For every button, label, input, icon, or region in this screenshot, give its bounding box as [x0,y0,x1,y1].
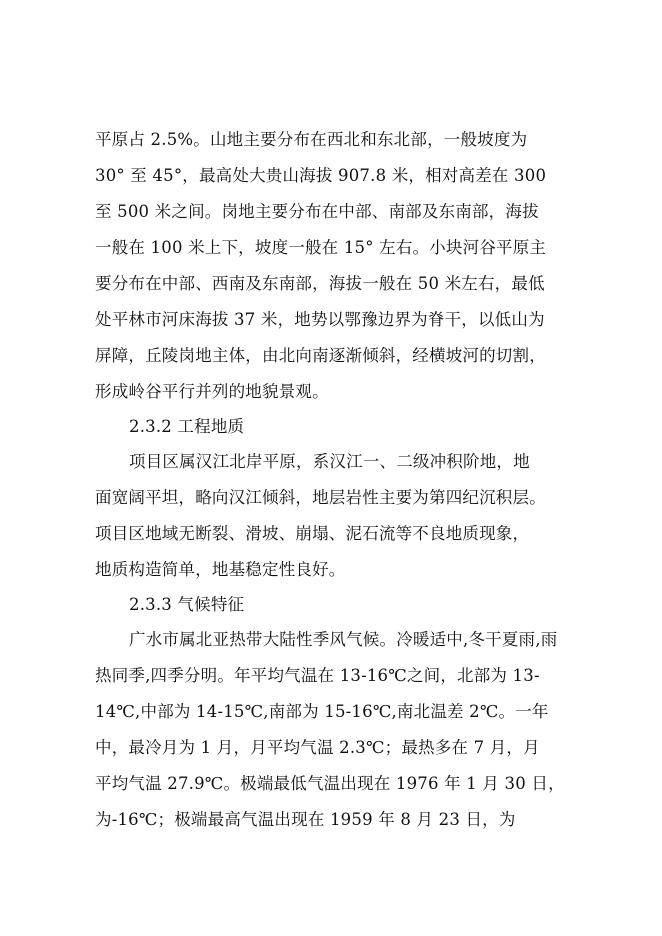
paragraph-line: 项目区属汉江北岸平原，系汉江一、二级冲积阶地，地 [129,452,530,471]
paragraph-line: 一般在 100 米上下，坡度一般在 15° 左右。小块河谷平原主 [95,238,547,257]
paragraph-line: 面宽阔平坦，略向汉江倾斜，地层岩性主要为第四纪沉积层。 [95,488,546,507]
paragraph-line: 要分布在中部、西南及东南部，海拔一般在 50 米左右，最低 [95,274,545,293]
paragraph-line: 30° 至 45°，最高处大贵山海拔 907.8 米，相对高差在 300 [95,166,547,185]
paragraph-line: 地质构造简单，地基稳定性良好。 [95,560,346,579]
paragraph-line: 项目区地域无断裂、滑坡、崩塌、泥石流等不良地质现象， [95,524,530,543]
paragraph-line: 平均气温 27.9℃。极端最低气温出现在 1976 年 1 月 30 日， [95,774,565,793]
paragraph-line: 处平林市河床海拔 37 米，地势以鄂豫边界为脊干，以低山为 [95,310,545,329]
paragraph-line: 屏障，丘陵岗地主体，由北向南逐渐倾斜，经横坡河的切割， [95,346,546,365]
paragraph-line: 平原占 2.5%。山地主要分布在西北和东北部，一般坡度为 [95,130,528,149]
paragraph-line: 为-16℃；极端最高气温出现在 1959 年 8 月 23 日，为 [95,810,516,829]
paragraph-line: 至 500 米之间。岗地主要分布在中部、南部及东南部，海拔 [95,202,539,221]
paragraph-line: 热同季,四季分明。年平均气温在 13-16℃之间，北部为 13- [95,666,540,685]
paragraph-line: 广水市属北亚热带大陆性季风气候。冷暖适中,冬干夏雨,雨 [129,630,558,649]
section-heading-climate: 2.3.3 气候特征 [129,595,245,614]
section-heading-engineering-geology: 2.3.2 工程地质 [129,417,245,436]
paragraph-line: 中，最冷月为 1 月，月平均气温 2.3℃；最热多在 7 月，月 [95,738,540,757]
paragraph-line: 形成岭谷平行并列的地貌景观。 [95,382,329,401]
paragraph-line: 14℃,中部为 14-15℃,南部为 15-16℃,南北温差 2℃。一年 [95,702,549,721]
